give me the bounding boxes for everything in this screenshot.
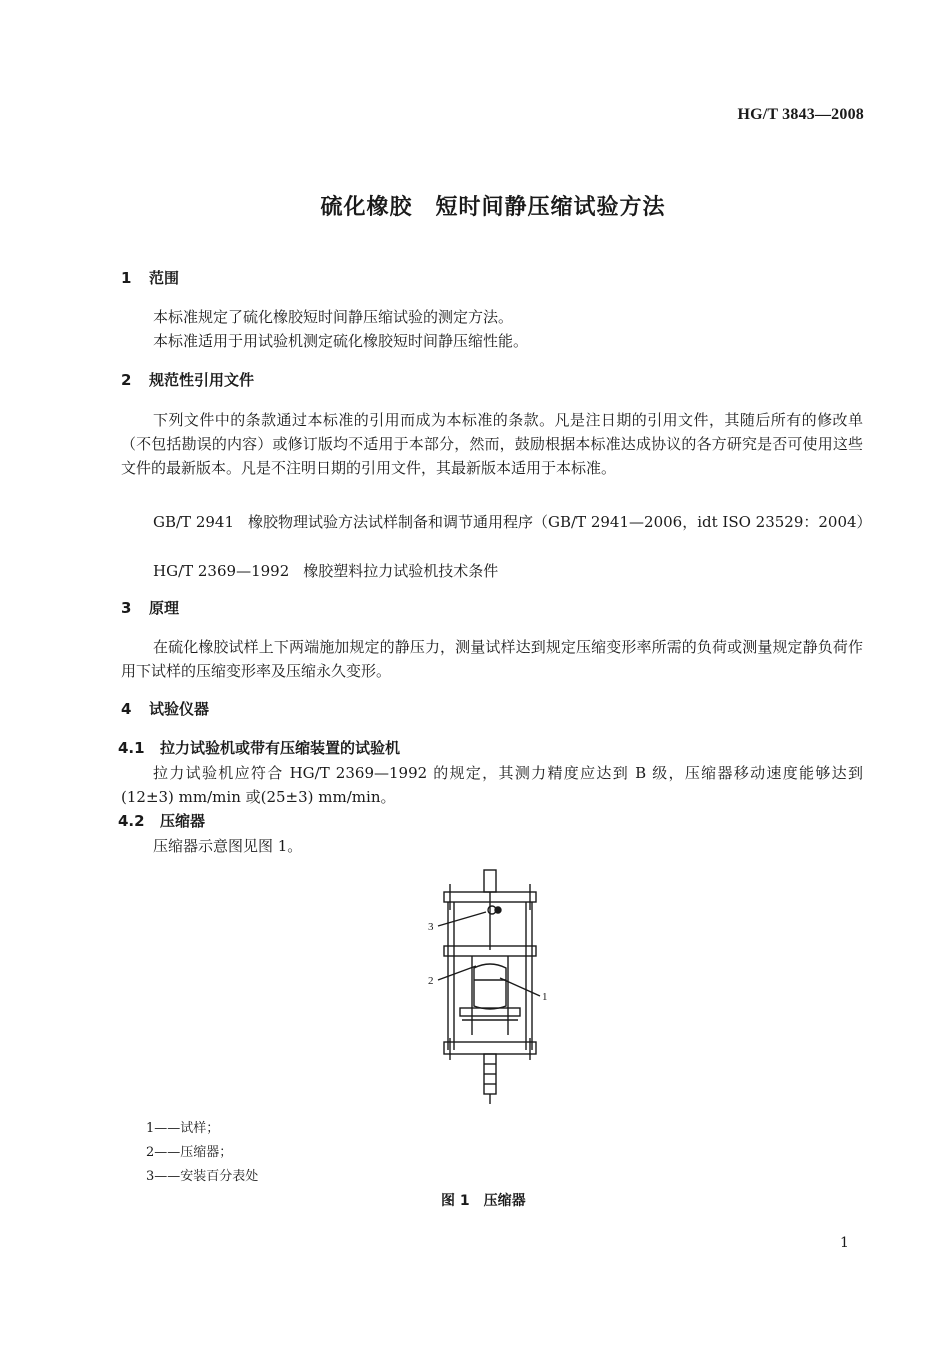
reference-1: [121, 510, 873, 534]
section-title: 范围: [149, 269, 180, 287]
section-title: 规范性引用文件: [149, 371, 255, 389]
callout-2: 2: [428, 975, 434, 987]
section-number: 2: [121, 371, 132, 389]
subsection-4-1-paragraph: 拉力试验机应符合 HG/T 2369—1992 的规定，其测力精度应达到 B 级，压缩器移动速度能够达到(12±3) mm/min 或(25±3) mm/min。: [121, 764, 863, 806]
reference-text: 橡胶物理试验方法试样制备和调节通用程序（GB/T 2941—2006，idt ISO 23529：2004）: [248, 513, 872, 531]
subsection-4-2-heading: [118, 810, 205, 831]
section-3-paragraph: 在硫化橡胶试样上下两端施加规定的静压力，测量试样达到规定压缩变形率所需的负荷或测量规定静负荷作用下试样的压缩变形率及压缩永久变形。: [121, 638, 863, 680]
callout-1: 1: [542, 991, 548, 1003]
reference-code: HG/T 2369—1992: [153, 562, 290, 580]
subsection-number: 4.1: [118, 739, 145, 757]
subsection-title: 拉力试验机或带有压缩装置的试验机: [160, 739, 401, 757]
top-rod: [484, 870, 496, 892]
section-number: 1: [121, 269, 132, 287]
section-4-heading: [121, 698, 209, 719]
section-2-paragraph: 下列文件中的条款通过本标准的引用而成为本标准的条款。凡是注日期的引用文件，其随后所有的修改单（不包括勘误的内容）或修订版均不适用于本部分，然而，鼓励根据本标准达成协议的各方研究是否可使用这些文件的最新版本。凡是不注明日期的引用文件，其最新版本适用于本标准。: [121, 411, 863, 477]
section-2-heading: [121, 369, 254, 390]
subsection-4-2-line: 压缩器示意图见图 1。: [153, 837, 303, 855]
page-number: 1: [840, 1235, 849, 1251]
section-title: 试验仪器: [149, 700, 210, 718]
subsection-4-1-heading: [118, 737, 400, 758]
section-1-heading: [121, 267, 179, 288]
section-1-line-1: 本标准规定了硫化橡胶短时间静压缩试验的测定方法。: [153, 308, 514, 326]
standard-code: HG/T 3843—2008: [737, 106, 864, 123]
figure-legend-item-2: 2——压缩器；: [146, 1145, 233, 1160]
section-1-line-2: 本标准适用于用试验机测定硫化橡胶短时间静压缩性能。: [153, 332, 529, 350]
section-3-heading: [121, 597, 179, 618]
section-number: 3: [121, 599, 132, 617]
reference-text: 橡胶塑料拉力试验机技术条件: [303, 562, 499, 580]
section-number: 4: [121, 700, 132, 718]
figure-caption: 图 1 压缩器: [441, 1193, 526, 1209]
compressor-diagram: [400, 860, 580, 1120]
reference-code: GB/T 2941: [153, 513, 235, 531]
subsection-title: 压缩器: [160, 812, 206, 830]
figure-legend-item-3: 3——安装百分表处: [146, 1169, 259, 1184]
callout-3: 3: [428, 921, 434, 933]
reference-2: [121, 559, 873, 583]
bottom-plate: [444, 1042, 536, 1054]
section-title: 原理: [149, 599, 180, 617]
figure-legend-item-1: 1——试样；: [146, 1121, 220, 1136]
page-title: 硫化橡胶 短时间静压缩试验方法: [320, 195, 666, 220]
specimen: [474, 964, 506, 1009]
subsection-number: 4.2: [118, 812, 145, 830]
